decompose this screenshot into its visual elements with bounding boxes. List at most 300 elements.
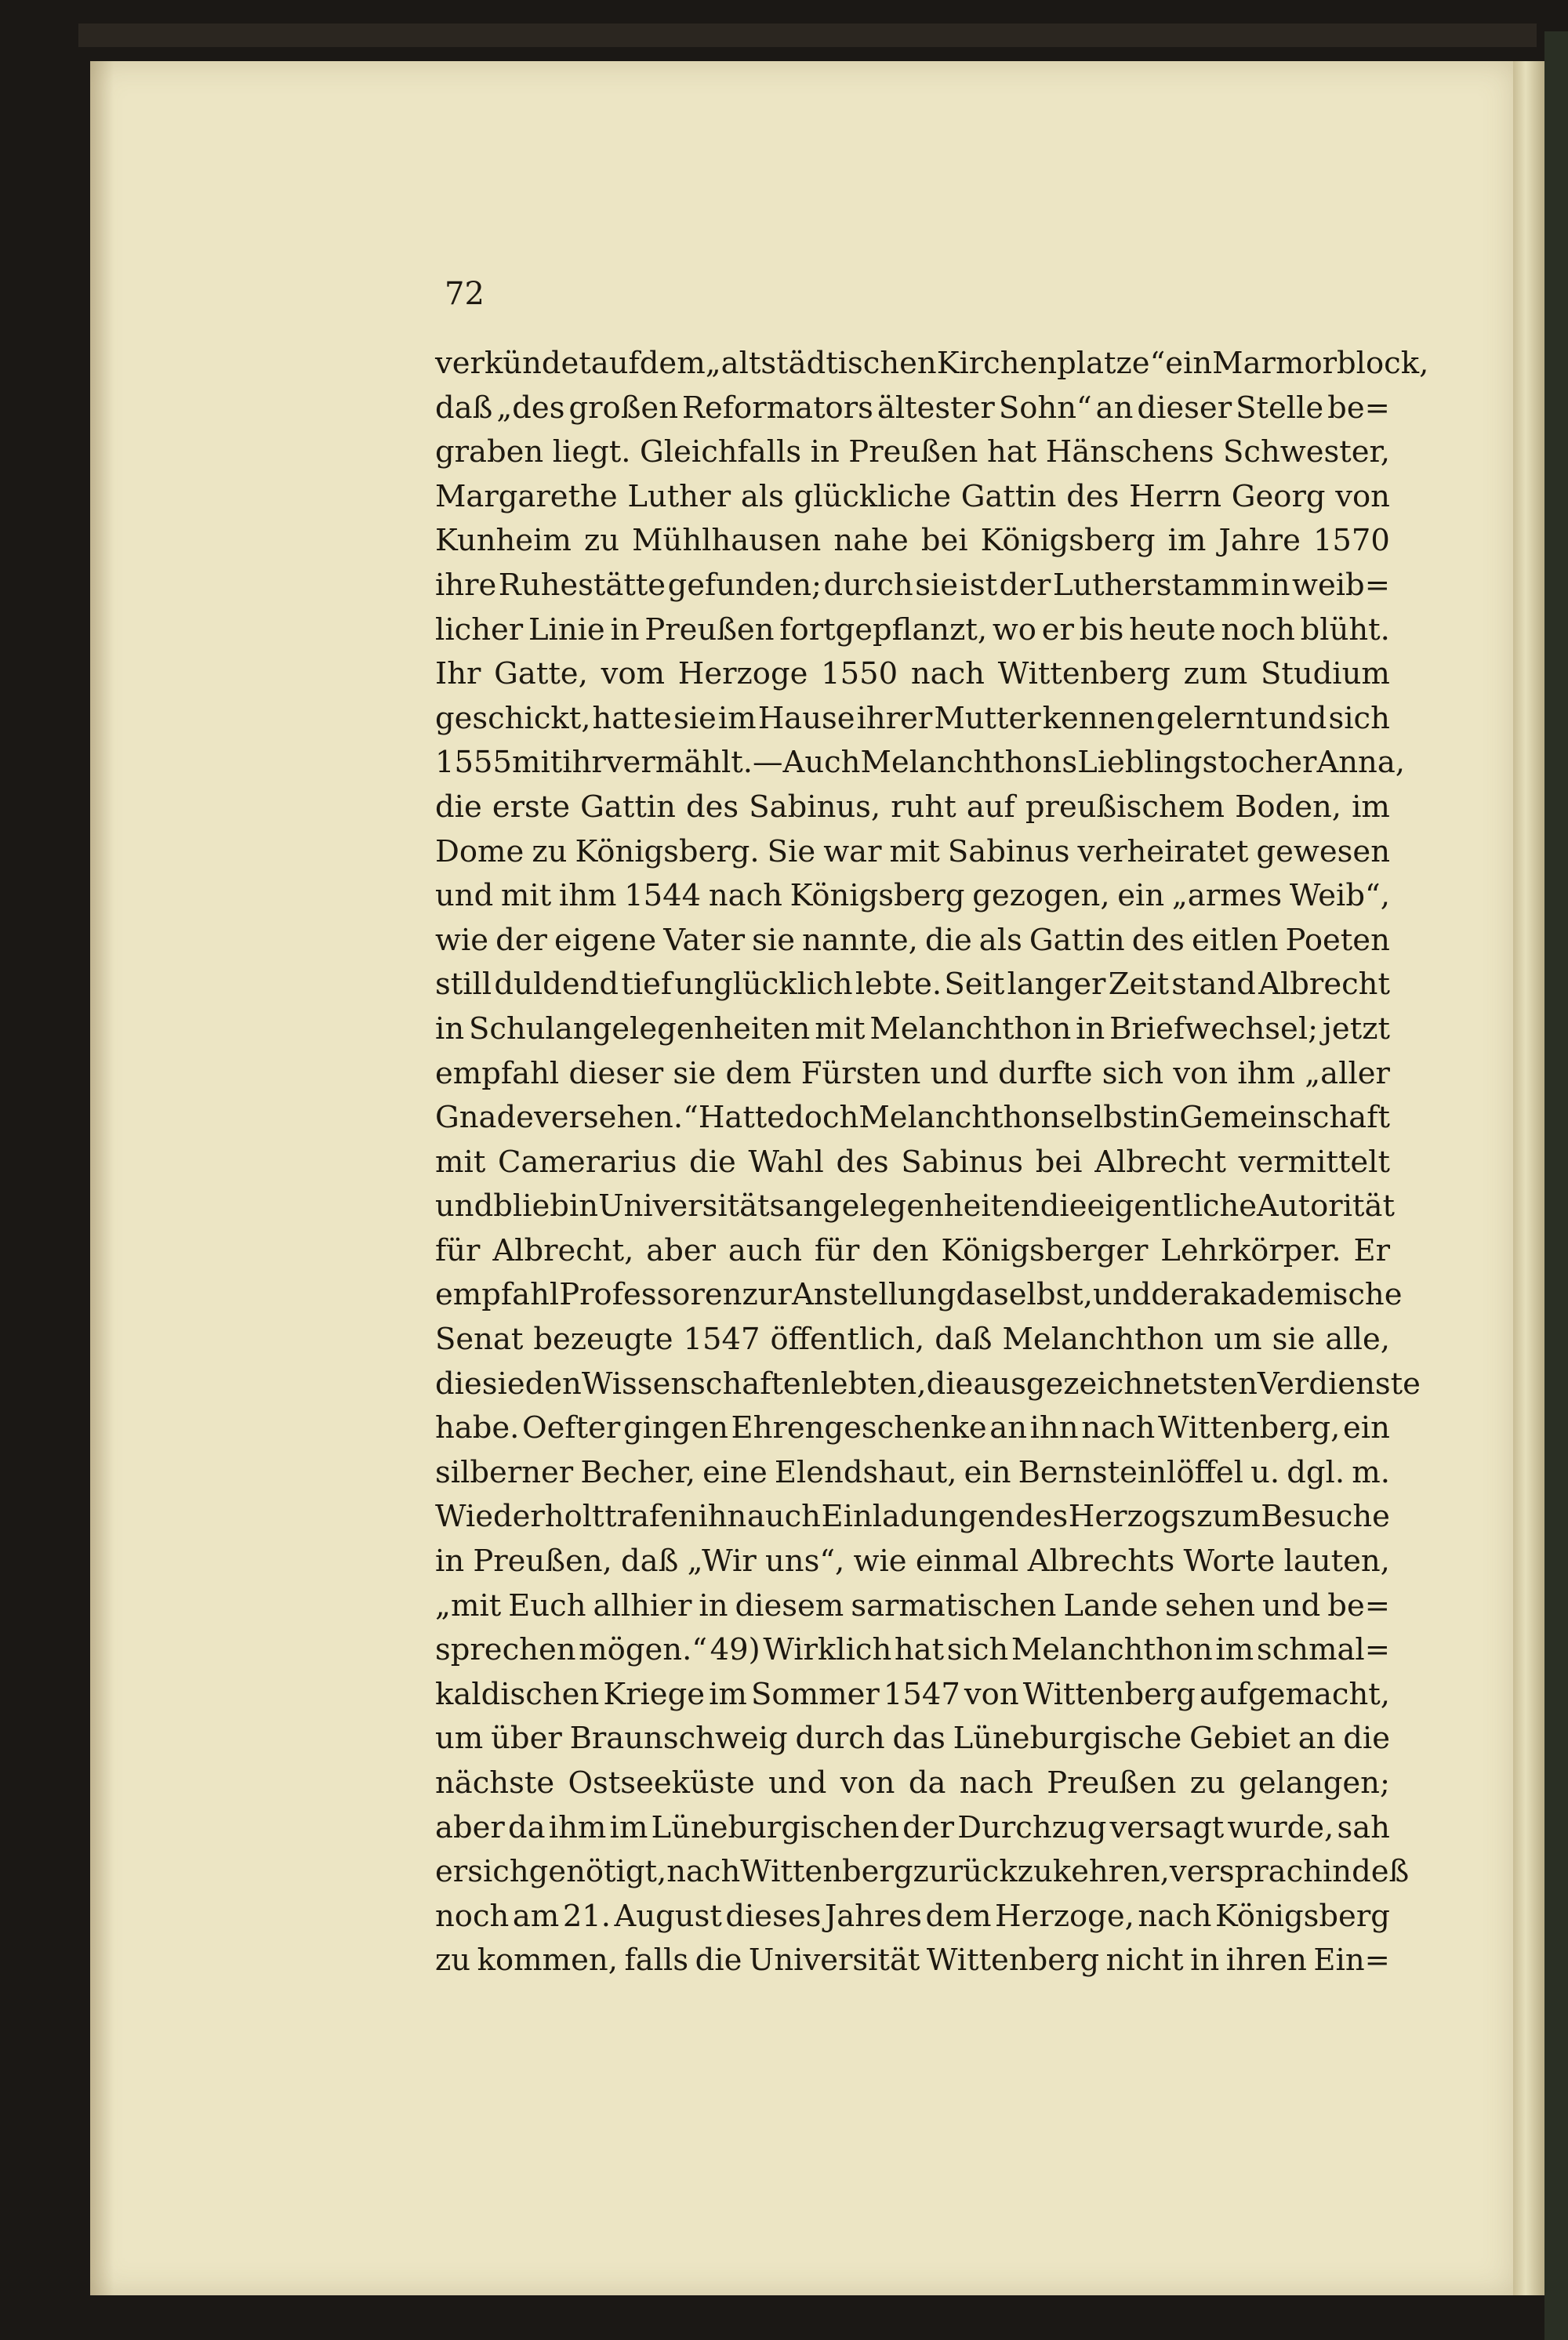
word: Wiederholt xyxy=(435,1499,604,1535)
word: kaldischen xyxy=(435,1676,600,1712)
word: Herzogs xyxy=(1068,1499,1196,1535)
word: zur xyxy=(742,1277,792,1313)
word: die xyxy=(695,1943,742,1979)
word: sprechen xyxy=(435,1632,576,1668)
text-line xyxy=(435,1141,1390,1185)
word: die xyxy=(1040,1188,1087,1224)
word: an xyxy=(1298,1721,1336,1757)
word: kommen, xyxy=(477,1943,618,1979)
word: die xyxy=(926,1366,974,1402)
text-line xyxy=(435,1717,1390,1761)
word: in xyxy=(435,1010,465,1047)
word: gingen xyxy=(622,1410,728,1446)
word: Auch xyxy=(782,745,861,781)
word: be= xyxy=(1327,390,1390,426)
text-line xyxy=(435,785,1390,830)
word: an xyxy=(989,1410,1028,1446)
word: Schulangelegenheiten xyxy=(469,1010,811,1047)
word: war xyxy=(823,833,882,869)
text-line xyxy=(435,608,1390,653)
word: Lieblingstocher xyxy=(1077,745,1317,781)
word: für xyxy=(435,1232,481,1268)
word: um xyxy=(1214,1322,1262,1358)
word: von xyxy=(964,1676,1019,1712)
word: nannte, xyxy=(802,922,918,958)
word: der xyxy=(902,1809,955,1845)
word: er xyxy=(435,1854,468,1890)
word: — xyxy=(753,745,783,781)
word: des xyxy=(1066,478,1120,514)
word: Camerarius xyxy=(498,1144,677,1180)
word: und xyxy=(1269,700,1327,736)
word: dieser xyxy=(568,1055,664,1091)
word: der xyxy=(495,922,547,958)
word: Jahre xyxy=(1218,523,1301,559)
word: mit xyxy=(500,878,552,914)
word: dem xyxy=(639,346,706,381)
word: von xyxy=(1173,1055,1229,1091)
word: ein xyxy=(1343,1410,1390,1446)
book-cover-edge xyxy=(78,24,1537,47)
word: eigene xyxy=(554,922,657,958)
word: Luther xyxy=(627,478,731,514)
word: als xyxy=(978,922,1022,958)
word: daß xyxy=(621,1544,679,1580)
word: sie xyxy=(915,567,959,603)
word: vom xyxy=(601,656,666,692)
word: bezeugte xyxy=(533,1322,673,1358)
word: Kunheim xyxy=(435,523,572,559)
word: da xyxy=(507,1809,546,1845)
word: ihn xyxy=(698,1499,747,1535)
text-line xyxy=(435,430,1390,475)
word: Melanchthon xyxy=(858,1100,1061,1136)
word: großen xyxy=(568,390,678,426)
word: und xyxy=(768,1765,827,1801)
word: Herrn xyxy=(1129,478,1222,514)
word: in xyxy=(610,611,640,648)
word: 21. xyxy=(562,1898,612,1934)
word: noch xyxy=(1221,611,1295,648)
word: Sabinus xyxy=(947,833,1070,869)
word: Boden, xyxy=(1235,789,1342,825)
word: sich xyxy=(467,1854,529,1890)
word: ein xyxy=(1165,346,1213,381)
text-line xyxy=(435,1096,1390,1141)
word: im xyxy=(1167,523,1207,559)
text-line xyxy=(435,1806,1390,1851)
word: lebte. xyxy=(855,967,942,1003)
word: sie xyxy=(1272,1322,1316,1358)
word: Melanchthon xyxy=(1011,1632,1213,1668)
word: Worte xyxy=(1183,1544,1276,1580)
word: zurückzukehren, xyxy=(913,1854,1170,1890)
word: bis xyxy=(1079,611,1124,648)
word: Hause xyxy=(757,700,855,736)
word: diesem xyxy=(735,1587,844,1623)
word: wie xyxy=(853,1544,907,1580)
word: bei xyxy=(1035,1144,1083,1180)
word: und xyxy=(1262,1587,1321,1623)
text-line xyxy=(435,697,1390,742)
word: dem xyxy=(725,1055,792,1091)
word: Lehrkörper. xyxy=(1160,1232,1341,1268)
word: lauten, xyxy=(1283,1544,1390,1580)
text-line xyxy=(435,741,1406,785)
word: duldend xyxy=(494,967,619,1003)
word: kennen xyxy=(1042,700,1155,736)
page-number: 72 xyxy=(445,276,485,312)
word: ausgezeichnetsten xyxy=(973,1366,1258,1402)
text-line xyxy=(435,342,1429,386)
word: des xyxy=(686,789,739,825)
text-line xyxy=(435,652,1390,697)
word: Königsberg xyxy=(1214,1898,1390,1934)
word: daß xyxy=(435,390,493,426)
word: des xyxy=(836,1144,889,1180)
word: auf xyxy=(590,346,640,381)
text-line xyxy=(435,1540,1390,1584)
word: Sohn“ xyxy=(998,390,1092,426)
word: be= xyxy=(1327,1587,1390,1623)
word: genötigt, xyxy=(528,1854,667,1890)
word: auch xyxy=(728,1232,803,1268)
word: Albrecht, xyxy=(492,1232,634,1268)
word: den xyxy=(524,1366,582,1402)
word: Jahres xyxy=(824,1898,923,1934)
word: bei xyxy=(920,523,968,559)
word: nächste xyxy=(435,1765,555,1801)
word: Briefwechsel; xyxy=(1109,1010,1319,1047)
word: Königsberg xyxy=(789,878,965,914)
word: den xyxy=(872,1232,929,1268)
word: ihrer xyxy=(856,700,933,736)
word: Ehrengeschenke xyxy=(731,1410,987,1446)
word: Euch xyxy=(508,1587,586,1623)
word: in xyxy=(568,1188,599,1224)
word: nach xyxy=(1081,1410,1156,1446)
word: Albrecht xyxy=(1094,1144,1226,1180)
text-line xyxy=(435,1318,1390,1362)
text-line xyxy=(435,1185,1395,1229)
word: Durchzug xyxy=(957,1809,1107,1845)
word: und xyxy=(930,1055,989,1091)
word: mit xyxy=(889,833,940,869)
word: ruht xyxy=(891,789,956,825)
word: nicht xyxy=(1105,1943,1184,1979)
word: sich xyxy=(1102,1055,1164,1091)
text-line xyxy=(435,963,1390,1007)
text-line xyxy=(435,519,1390,564)
word: Ruhestätte xyxy=(498,567,666,603)
word: nach xyxy=(1138,1898,1212,1934)
word: ist xyxy=(960,567,998,603)
word: und xyxy=(435,1188,494,1224)
word: verheiratet xyxy=(1077,833,1249,869)
text-line xyxy=(435,386,1390,431)
word: für xyxy=(814,1232,860,1268)
word: fortgepflanzt, xyxy=(779,611,988,648)
word: Melanchthons xyxy=(860,745,1078,781)
word: ein xyxy=(964,1454,1011,1490)
word: ihren xyxy=(1225,1943,1307,1979)
text-line xyxy=(435,1495,1390,1540)
word: durfte xyxy=(998,1055,1093,1091)
word: tief xyxy=(621,967,673,1003)
word: hat xyxy=(894,1632,945,1668)
word: versehen.“ xyxy=(533,1100,699,1136)
word: eine xyxy=(702,1454,768,1490)
word: der xyxy=(1151,1277,1203,1313)
word: Kriege xyxy=(603,1676,706,1712)
body-text xyxy=(435,342,1429,1983)
word: Oefter xyxy=(522,1410,621,1446)
word: aufgemacht, xyxy=(1200,1676,1390,1712)
word: gefunden; xyxy=(667,567,822,603)
text-line xyxy=(435,1628,1390,1673)
word: eitlen xyxy=(1191,922,1279,958)
word: die xyxy=(435,1366,482,1402)
word: Marmorblock, xyxy=(1212,346,1429,381)
word: u. xyxy=(1250,1454,1280,1490)
word: August xyxy=(614,1898,722,1934)
word: stand xyxy=(1171,967,1256,1003)
word: Lande xyxy=(1063,1587,1159,1623)
word: Hatte xyxy=(698,1100,786,1136)
word: Wittenberg xyxy=(1022,1676,1196,1712)
word: zum xyxy=(1183,656,1248,692)
page-gutter xyxy=(1513,61,1544,2295)
word: vermählt. xyxy=(605,745,753,781)
word: wie xyxy=(435,922,489,958)
word: die xyxy=(435,789,482,825)
word: sie xyxy=(481,1366,525,1402)
word: zum xyxy=(1196,1499,1261,1535)
text-line xyxy=(435,1895,1390,1939)
word: hat xyxy=(987,434,1037,470)
word: falls xyxy=(624,1943,689,1979)
text-line xyxy=(435,475,1390,520)
word: Schwester, xyxy=(1223,434,1390,470)
word: die xyxy=(689,1144,736,1180)
page-shadow xyxy=(90,61,114,2295)
word: indeß xyxy=(1322,1854,1410,1890)
word: Linie xyxy=(528,611,605,648)
word: Herzoge, xyxy=(994,1898,1134,1934)
word: heute xyxy=(1129,611,1216,648)
word: Sabinus, xyxy=(749,789,881,825)
word: ihm xyxy=(1237,1055,1295,1091)
word: gelernt xyxy=(1156,700,1268,736)
word: und xyxy=(435,878,494,914)
word: die xyxy=(924,922,972,958)
word: zu xyxy=(435,1943,471,1979)
word: Wittenberg xyxy=(997,656,1171,692)
word: Wahl xyxy=(748,1144,824,1180)
word: blüht. xyxy=(1300,611,1390,648)
word: nach xyxy=(708,878,782,914)
word: daselbst, xyxy=(956,1277,1093,1313)
word: nach xyxy=(910,656,985,692)
word: in xyxy=(1150,1100,1180,1136)
word: Gattin xyxy=(580,789,676,825)
word: nach xyxy=(959,1765,1033,1801)
word: liegt. xyxy=(552,434,631,470)
word: Dome xyxy=(435,833,524,869)
word: m. xyxy=(1352,1454,1390,1490)
word: Verdienste xyxy=(1257,1366,1421,1402)
word: im xyxy=(709,1676,747,1712)
text-line xyxy=(435,919,1390,963)
word: Zeit xyxy=(1108,967,1170,1003)
word: Königsberg. xyxy=(575,833,760,869)
word: Seit xyxy=(944,967,1005,1003)
word: 1547 xyxy=(883,1676,960,1712)
word: durch xyxy=(795,1721,885,1757)
word: im xyxy=(1215,1632,1254,1668)
word: Reformators xyxy=(682,390,873,426)
word: mögen.“ xyxy=(579,1632,708,1668)
word: Melanchthon xyxy=(869,1010,1072,1047)
word: dem xyxy=(925,1898,992,1934)
word: Gebiet xyxy=(1189,1721,1290,1757)
word: im xyxy=(609,1809,648,1845)
word: Gatte, xyxy=(494,656,588,692)
word: allhier xyxy=(593,1587,692,1623)
word: 1544 xyxy=(624,878,702,914)
word: sah xyxy=(1337,1809,1390,1845)
word: eigentliche xyxy=(1087,1188,1258,1224)
text-line xyxy=(435,1939,1390,1983)
word: Anna, xyxy=(1316,745,1406,781)
word: Gattin xyxy=(960,478,1057,514)
word: Bernsteinlöffel xyxy=(1018,1454,1243,1490)
word: Ein= xyxy=(1313,1943,1390,1979)
word: mit xyxy=(435,1144,486,1180)
word: dieses xyxy=(725,1898,822,1934)
word: von xyxy=(1335,478,1390,514)
word: zu xyxy=(583,523,620,559)
text-line xyxy=(435,1584,1390,1629)
word: sarmatischen xyxy=(851,1587,1057,1623)
word: wurde, xyxy=(1227,1809,1334,1845)
word: unglücklich xyxy=(674,967,853,1003)
word: Wirklich xyxy=(763,1632,892,1668)
word: preußischem xyxy=(1025,789,1225,825)
word: trafen xyxy=(604,1499,698,1535)
word: gewesen xyxy=(1256,833,1390,869)
word: durch xyxy=(823,567,913,603)
text-line xyxy=(435,1273,1403,1318)
word: Lüneburgische xyxy=(953,1721,1182,1757)
word: selbst xyxy=(1060,1100,1151,1136)
word: uns“, xyxy=(765,1544,845,1580)
word: Wittenberg, xyxy=(1157,1410,1341,1446)
word: Universität xyxy=(748,1943,920,1979)
word: Sie xyxy=(767,833,816,869)
word: sie xyxy=(752,922,796,958)
word: in xyxy=(810,434,840,470)
word: Poeten xyxy=(1285,922,1390,958)
word: Gattin xyxy=(1029,922,1125,958)
word: „aller xyxy=(1305,1055,1390,1091)
text-line xyxy=(435,1850,1410,1895)
word: dgl. xyxy=(1287,1454,1345,1490)
word: Anstellung xyxy=(791,1277,956,1313)
word: Mühlhausen xyxy=(632,523,822,559)
word: alle, xyxy=(1325,1322,1390,1358)
word: von xyxy=(840,1765,895,1801)
word: des xyxy=(1131,922,1185,958)
word: „des xyxy=(496,390,565,426)
word: langer xyxy=(1007,967,1106,1003)
word: mit xyxy=(511,745,563,781)
word: Sommer xyxy=(751,1676,880,1712)
word: des xyxy=(1015,1499,1069,1535)
word: mit xyxy=(815,1010,866,1047)
text-line xyxy=(435,564,1390,608)
word: ihre xyxy=(435,567,497,603)
word: Gnade xyxy=(435,1100,534,1136)
word: das xyxy=(892,1721,946,1757)
word: still xyxy=(435,967,492,1003)
word: Elendshaut, xyxy=(774,1454,957,1490)
word: verkündet xyxy=(435,346,591,381)
word: über xyxy=(491,1721,562,1757)
word: aber xyxy=(646,1232,717,1268)
word: „mit xyxy=(435,1587,502,1623)
word: Ostseeküste xyxy=(568,1765,755,1801)
word: 1547 xyxy=(683,1322,760,1358)
word: glückliche xyxy=(793,478,952,514)
word: hatte xyxy=(592,700,672,736)
word: in xyxy=(435,1544,465,1580)
word: zu xyxy=(532,833,568,869)
text-line xyxy=(435,874,1390,919)
word: Gemeinschaft xyxy=(1179,1100,1390,1136)
word: vermittelt xyxy=(1238,1144,1390,1180)
word: dieser xyxy=(1137,390,1232,426)
word: Königsberger xyxy=(941,1232,1149,1268)
word: einmal xyxy=(915,1544,1019,1580)
word: Wittenberg xyxy=(926,1943,1100,1979)
word: am xyxy=(512,1898,560,1934)
word: Lutherstamm xyxy=(1052,567,1259,603)
word: Stelle xyxy=(1236,390,1324,426)
word: Fürsten xyxy=(800,1055,921,1091)
word: ihn xyxy=(1029,1410,1079,1446)
word: aber xyxy=(435,1809,505,1845)
word: an xyxy=(1095,390,1134,426)
word: schmal= xyxy=(1256,1632,1390,1668)
text-line xyxy=(435,1406,1390,1451)
word: 49) xyxy=(710,1632,760,1668)
word: daß xyxy=(935,1322,993,1358)
word: der xyxy=(999,567,1051,603)
word: lebten, xyxy=(820,1366,927,1402)
word: Georg xyxy=(1231,478,1326,514)
word: Becher, xyxy=(580,1454,695,1490)
word: Kirchenplatze“ xyxy=(936,346,1166,381)
word: ihr xyxy=(562,745,606,781)
word: graben xyxy=(435,434,544,470)
text-line xyxy=(435,1362,1421,1407)
word: akademische xyxy=(1203,1277,1403,1313)
word: gelangen; xyxy=(1239,1765,1390,1801)
word: Vater xyxy=(663,922,746,958)
text-line xyxy=(435,830,1390,875)
word: 1550 xyxy=(821,656,898,692)
